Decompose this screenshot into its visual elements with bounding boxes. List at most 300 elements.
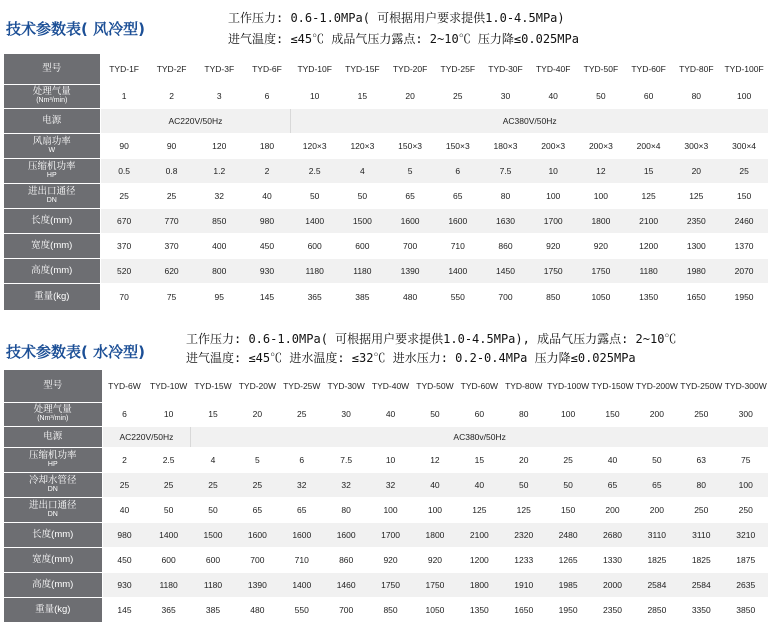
row-label-unit: (Nm³/min) — [37, 415, 69, 422]
value-cell: 1630 — [482, 208, 530, 233]
value-cell: 1750 — [413, 572, 457, 597]
value-cell: 3850 — [723, 597, 768, 622]
value-cell: 2 — [148, 84, 196, 108]
value-cell: 600 — [191, 547, 235, 572]
model-header-cell: TYD-2F — [148, 54, 196, 84]
model-header-cell: TYD-40W — [368, 370, 412, 402]
value-cell: 2.5 — [291, 158, 339, 183]
row-label-text: 冷却水管径 — [29, 474, 77, 486]
value-cell: 2850 — [635, 597, 679, 622]
value-cell: 920 — [577, 233, 625, 258]
row-label-unit: DN — [47, 485, 58, 493]
value-cell: 600 — [291, 233, 339, 258]
value-cell: 100 — [723, 472, 768, 497]
row-label-text: 压缩机功率 — [28, 160, 76, 172]
value-cell: 3350 — [679, 597, 723, 622]
value-cell: 100 — [413, 497, 457, 522]
model-header-cell: TYD-50W — [413, 370, 457, 402]
value-cell: 70 — [100, 283, 148, 310]
value-cell: 80 — [502, 402, 546, 426]
value-cell: 90 — [148, 133, 196, 158]
value-cell: 370 — [100, 233, 148, 258]
value-cell: 30 — [324, 402, 368, 426]
water-cooled-note-1: 工作压力: 0.6-1.0MPa( 可根据用户要求提供1.0-4.5MPa), 成品气压力露点: 2~10℃ — [186, 332, 677, 346]
value-cell: 1450 — [482, 258, 530, 283]
value-cell: 710 — [434, 233, 482, 258]
value-cell: 1.2 — [195, 158, 243, 183]
value-cell: 1400 — [291, 208, 339, 233]
value-cell: 60 — [625, 84, 673, 108]
value-cell: 700 — [386, 233, 434, 258]
value-cell: 200×3 — [577, 133, 625, 158]
value-cell: 200×3 — [529, 133, 577, 158]
value-cell: 300 — [723, 402, 768, 426]
value-cell: 1370 — [720, 233, 768, 258]
value-cell: 1600 — [386, 208, 434, 233]
value-cell: 15 — [457, 447, 501, 472]
value-cell: 1200 — [625, 233, 673, 258]
value-cell: 7.5 — [482, 158, 530, 183]
value-cell: 30 — [482, 84, 530, 108]
value-cell: 25 — [280, 402, 324, 426]
value-cell: 1265 — [546, 547, 590, 572]
value-cell: 920 — [368, 547, 412, 572]
value-cell: 1500 — [339, 208, 387, 233]
value-cell: 2000 — [590, 572, 634, 597]
row-label-text: 处理气量 — [33, 404, 72, 415]
table-row — [4, 108, 768, 133]
table-row — [4, 233, 768, 258]
row-label-unit: (Nm³/min) — [36, 97, 68, 104]
value-cell: 100 — [529, 183, 577, 208]
value-cell: 20 — [386, 84, 434, 108]
value-cell: 2635 — [723, 572, 768, 597]
water-cooled-spec-table — [4, 370, 768, 623]
value-cell: 90 — [100, 133, 148, 158]
row-label — [4, 522, 102, 547]
value-cell: 1910 — [502, 572, 546, 597]
model-header-cell: TYD-60F — [625, 54, 673, 84]
table-row — [4, 183, 768, 208]
value-cell: 0.5 — [100, 158, 148, 183]
row-label — [4, 472, 102, 497]
value-cell: 2350 — [672, 208, 720, 233]
value-cell: 4 — [339, 158, 387, 183]
table-row — [4, 84, 768, 108]
value-cell: 3 — [195, 84, 243, 108]
row-label-text: 宽度(mm) — [32, 553, 74, 565]
value-cell: 1180 — [291, 258, 339, 283]
row-label-text: 压缩机功率 — [29, 449, 77, 461]
row-label — [4, 258, 100, 283]
model-header-cell: TYD-15F — [339, 54, 387, 84]
value-cell: 2.5 — [146, 447, 190, 472]
water-cooled-note-2: 进气温度: ≤45℃ 进水温度: ≤32℃ 进水压力: 0.2-0.4MPa 压力降≤0.025MPa — [186, 351, 636, 365]
header-label: 型号 — [4, 54, 100, 84]
table-row — [4, 283, 768, 310]
value-cell: 520 — [100, 258, 148, 283]
power-span-cell: AC380V/50Hz — [291, 108, 768, 133]
row-label — [4, 597, 102, 622]
value-cell: 25 — [102, 472, 146, 497]
value-cell: 1400 — [146, 522, 190, 547]
row-label — [4, 547, 102, 572]
value-cell: 20 — [502, 447, 546, 472]
value-cell: 450 — [243, 233, 291, 258]
row-label-text: 电源 — [43, 430, 63, 442]
model-header-cell: TYD-250W — [679, 370, 723, 402]
model-header-cell: TYD-3F — [195, 54, 243, 84]
value-cell: 550 — [434, 283, 482, 310]
value-cell: 930 — [243, 258, 291, 283]
value-cell: 32 — [324, 472, 368, 497]
air-cooled-note-1: 工作压力: 0.6-1.0MPa( 可根据用户要求提供1.0-4.5MPa) — [228, 11, 565, 25]
value-cell: 50 — [146, 497, 190, 522]
value-cell: 100 — [368, 497, 412, 522]
value-cell: 2584 — [679, 572, 723, 597]
row-label-text: 宽度(mm) — [31, 239, 73, 251]
value-cell: 600 — [339, 233, 387, 258]
value-cell: 3210 — [723, 522, 768, 547]
value-cell: 920 — [413, 547, 457, 572]
value-cell: 1750 — [577, 258, 625, 283]
value-cell: 180×3 — [482, 133, 530, 158]
value-cell: 80 — [482, 183, 530, 208]
value-cell: 40 — [368, 402, 412, 426]
value-cell: 1800 — [457, 572, 501, 597]
value-cell: 50 — [635, 447, 679, 472]
value-cell: 1180 — [146, 572, 190, 597]
model-header-cell: TYD-100F — [720, 54, 768, 84]
value-cell: 800 — [195, 258, 243, 283]
value-cell: 10 — [529, 158, 577, 183]
value-cell: 1350 — [625, 283, 673, 310]
value-cell: 145 — [102, 597, 146, 622]
model-header-cell: TYD-15W — [191, 370, 235, 402]
value-cell: 6 — [434, 158, 482, 183]
value-cell: 700 — [482, 283, 530, 310]
model-header-cell: TYD-100W — [546, 370, 590, 402]
value-cell: 6 — [243, 84, 291, 108]
row-label-unit: W — [48, 146, 56, 154]
value-cell: 4 — [191, 447, 235, 472]
value-cell: 180 — [243, 133, 291, 158]
value-cell: 2070 — [720, 258, 768, 283]
value-cell: 250 — [679, 497, 723, 522]
value-cell: 50 — [191, 497, 235, 522]
value-cell: 400 — [195, 233, 243, 258]
value-cell: 930 — [102, 572, 146, 597]
value-cell: 850 — [195, 208, 243, 233]
row-label — [4, 447, 102, 472]
value-cell: 1390 — [386, 258, 434, 283]
value-cell: 2320 — [502, 522, 546, 547]
value-cell: 50 — [502, 472, 546, 497]
value-cell: 1700 — [529, 208, 577, 233]
value-cell: 75 — [148, 283, 196, 310]
value-cell: 0.8 — [148, 158, 196, 183]
value-cell: 40 — [457, 472, 501, 497]
value-cell: 50 — [577, 84, 625, 108]
value-cell: 2460 — [720, 208, 768, 233]
model-header-cell: TYD-20F — [386, 54, 434, 84]
value-cell: 100 — [577, 183, 625, 208]
value-cell: 2680 — [590, 522, 634, 547]
value-cell: 20 — [672, 158, 720, 183]
row-label — [4, 497, 102, 522]
value-cell: 150 — [546, 497, 590, 522]
value-cell: 125 — [672, 183, 720, 208]
value-cell: 2480 — [546, 522, 590, 547]
value-cell: 250 — [679, 402, 723, 426]
value-cell: 15 — [625, 158, 673, 183]
value-cell: 50 — [291, 183, 339, 208]
value-cell: 65 — [434, 183, 482, 208]
value-cell: 1400 — [434, 258, 482, 283]
row-label-text: 电源 — [42, 114, 62, 126]
value-cell: 50 — [339, 183, 387, 208]
value-cell: 2100 — [457, 522, 501, 547]
value-cell: 40 — [590, 447, 634, 472]
value-cell: 1650 — [502, 597, 546, 622]
model-header-cell: TYD-25F — [434, 54, 482, 84]
value-cell: 1700 — [368, 522, 412, 547]
value-cell: 65 — [386, 183, 434, 208]
value-cell: 250 — [723, 497, 768, 522]
value-cell: 5 — [235, 447, 279, 472]
value-cell: 65 — [280, 497, 324, 522]
value-cell: 1600 — [235, 522, 279, 547]
model-header-cell: TYD-80W — [502, 370, 546, 402]
row-label-unit: DN — [46, 196, 57, 204]
value-cell: 15 — [191, 402, 235, 426]
value-cell: 65 — [590, 472, 634, 497]
model-header-cell: TYD-30F — [482, 54, 530, 84]
value-cell: 10 — [368, 447, 412, 472]
value-cell: 385 — [339, 283, 387, 310]
row-label-text: 进出口通径 — [28, 185, 76, 197]
row-label — [4, 233, 100, 258]
value-cell: 50 — [546, 472, 590, 497]
value-cell: 1800 — [413, 522, 457, 547]
table-row — [4, 522, 768, 547]
value-cell: 1600 — [324, 522, 368, 547]
value-cell: 20 — [235, 402, 279, 426]
row-label-unit: DN — [47, 510, 58, 518]
value-cell: 480 — [386, 283, 434, 310]
value-cell: 300×3 — [672, 133, 720, 158]
model-header-cell: TYD-40F — [529, 54, 577, 84]
row-label-text: 处理气量 — [32, 86, 71, 97]
value-cell: 450 — [102, 547, 146, 572]
value-cell: 1500 — [191, 522, 235, 547]
value-cell: 370 — [148, 233, 196, 258]
model-header-cell: TYD-10W — [146, 370, 190, 402]
value-cell: 15 — [339, 84, 387, 108]
value-cell: 40 — [243, 183, 291, 208]
value-cell: 1330 — [590, 547, 634, 572]
value-cell: 1390 — [235, 572, 279, 597]
value-cell: 980 — [243, 208, 291, 233]
value-cell: 200 — [635, 497, 679, 522]
row-label — [4, 426, 102, 447]
value-cell: 25 — [148, 183, 196, 208]
value-cell: 1650 — [672, 283, 720, 310]
value-cell: 1050 — [577, 283, 625, 310]
table-row — [4, 447, 768, 472]
value-cell: 75 — [723, 447, 768, 472]
value-cell: 2584 — [635, 572, 679, 597]
model-header-cell: TYD-20W — [235, 370, 279, 402]
value-cell: 100 — [546, 402, 590, 426]
value-cell: 25 — [191, 472, 235, 497]
value-cell: 50 — [413, 402, 457, 426]
value-cell: 850 — [368, 597, 412, 622]
value-cell: 150×3 — [386, 133, 434, 158]
table-row — [4, 133, 768, 158]
value-cell: 1050 — [413, 597, 457, 622]
value-cell: 150 — [590, 402, 634, 426]
value-cell: 700 — [235, 547, 279, 572]
value-cell: 1800 — [577, 208, 625, 233]
value-cell: 1950 — [546, 597, 590, 622]
table-row — [4, 258, 768, 283]
value-cell: 120 — [195, 133, 243, 158]
value-cell: 550 — [280, 597, 324, 622]
power-span-cell: AC220V/50Hz — [100, 108, 291, 133]
power-span-cell: AC380v/50Hz — [191, 426, 768, 447]
value-cell: 2350 — [590, 597, 634, 622]
value-cell: 600 — [146, 547, 190, 572]
row-label — [4, 108, 100, 133]
table-row — [4, 572, 768, 597]
value-cell: 145 — [243, 283, 291, 310]
value-cell: 1180 — [339, 258, 387, 283]
row-label-text: 重量(kg) — [35, 603, 71, 615]
table-row — [4, 472, 768, 497]
row-label — [4, 183, 100, 208]
value-cell: 10 — [146, 402, 190, 426]
table-row — [4, 547, 768, 572]
model-header-cell: TYD-6W — [102, 370, 146, 402]
row-label-unit: HP — [47, 460, 58, 468]
value-cell: 1400 — [280, 572, 324, 597]
value-cell: 80 — [672, 84, 720, 108]
value-cell: 25 — [546, 447, 590, 472]
row-label-text: 重量(kg) — [34, 290, 70, 302]
value-cell: 60 — [457, 402, 501, 426]
table-row — [4, 597, 768, 622]
value-cell: 1460 — [324, 572, 368, 597]
model-header-cell: TYD-150W — [590, 370, 634, 402]
value-cell: 1 — [100, 84, 148, 108]
value-cell: 670 — [100, 208, 148, 233]
table-row — [4, 497, 768, 522]
value-cell: 1180 — [191, 572, 235, 597]
value-cell: 95 — [195, 283, 243, 310]
value-cell: 980 — [102, 522, 146, 547]
value-cell: 1200 — [457, 547, 501, 572]
row-label — [4, 208, 100, 233]
model-header-cell: TYD-200W — [635, 370, 679, 402]
value-cell: 2100 — [625, 208, 673, 233]
model-header-cell: TYD-300W — [723, 370, 768, 402]
power-span-cell: AC220V/50Hz — [102, 426, 191, 447]
model-header-cell: TYD-30W — [324, 370, 368, 402]
value-cell: 5 — [386, 158, 434, 183]
value-cell: 1350 — [457, 597, 501, 622]
value-cell: 620 — [148, 258, 196, 283]
model-header-cell: TYD-6F — [243, 54, 291, 84]
value-cell: 150×3 — [434, 133, 482, 158]
value-cell: 7.5 — [324, 447, 368, 472]
value-cell: 12 — [577, 158, 625, 183]
value-cell: 40 — [529, 84, 577, 108]
value-cell: 2 — [102, 447, 146, 472]
value-cell: 850 — [529, 283, 577, 310]
value-cell: 63 — [679, 447, 723, 472]
table-row — [4, 208, 768, 233]
value-cell: 1180 — [625, 258, 673, 283]
value-cell: 3110 — [679, 522, 723, 547]
value-cell: 40 — [413, 472, 457, 497]
row-label-unit: HP — [46, 171, 57, 179]
value-cell: 120×3 — [291, 133, 339, 158]
value-cell: 125 — [457, 497, 501, 522]
value-cell: 860 — [324, 547, 368, 572]
value-cell: 1875 — [723, 547, 768, 572]
value-cell: 1750 — [368, 572, 412, 597]
row-label — [4, 84, 100, 108]
value-cell: 200 — [590, 497, 634, 522]
row-label — [4, 572, 102, 597]
value-cell: 100 — [720, 84, 768, 108]
value-cell: 65 — [235, 497, 279, 522]
table-row — [4, 426, 768, 447]
value-cell: 860 — [482, 233, 530, 258]
value-cell: 80 — [324, 497, 368, 522]
value-cell: 300×4 — [720, 133, 768, 158]
value-cell: 1300 — [672, 233, 720, 258]
value-cell: 10 — [291, 84, 339, 108]
value-cell: 1825 — [635, 547, 679, 572]
value-cell: 25 — [100, 183, 148, 208]
value-cell: 770 — [148, 208, 196, 233]
value-cell: 1980 — [672, 258, 720, 283]
value-cell: 1233 — [502, 547, 546, 572]
value-cell: 1950 — [720, 283, 768, 310]
air-cooled-title: 技术参数表( 风冷型) — [6, 20, 145, 38]
value-cell: 25 — [434, 84, 482, 108]
value-cell: 385 — [191, 597, 235, 622]
value-cell: 710 — [280, 547, 324, 572]
row-label — [4, 283, 100, 310]
value-cell: 32 — [368, 472, 412, 497]
row-label-text: 长度(mm) — [31, 214, 73, 226]
value-cell: 6 — [280, 447, 324, 472]
value-cell: 1985 — [546, 572, 590, 597]
row-label-text: 高度(mm) — [32, 578, 74, 590]
value-cell: 1750 — [529, 258, 577, 283]
value-cell: 125 — [625, 183, 673, 208]
value-cell: 1600 — [280, 522, 324, 547]
value-cell: 365 — [291, 283, 339, 310]
value-cell: 3110 — [635, 522, 679, 547]
row-label-text: 风扇功率 — [32, 135, 71, 147]
value-cell: 1600 — [434, 208, 482, 233]
model-header-cell: TYD-60W — [457, 370, 501, 402]
row-label-text: 高度(mm) — [31, 264, 73, 276]
